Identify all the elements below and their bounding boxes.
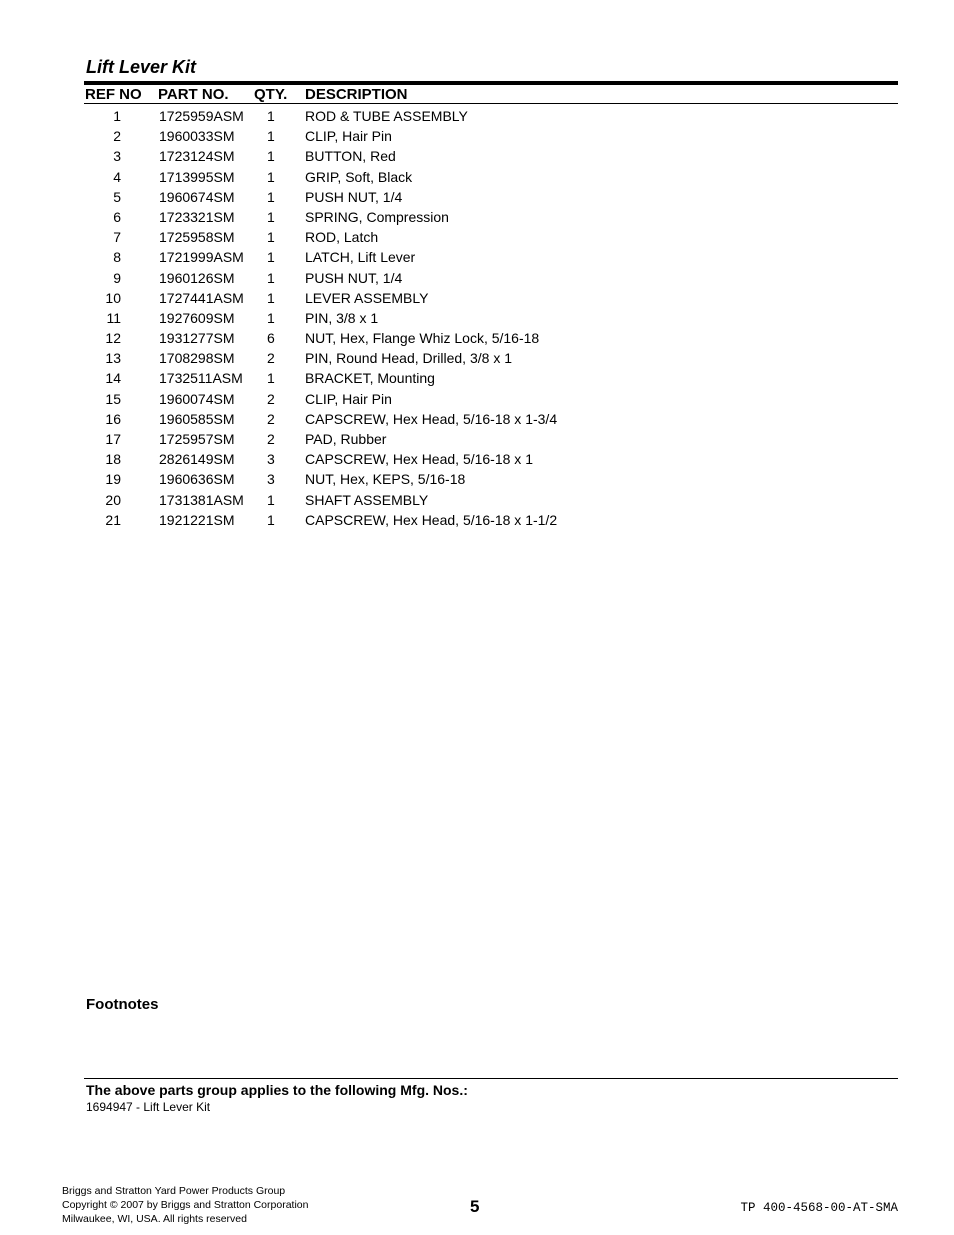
description-cell: PUSH NUT, 1/4: [305, 269, 403, 286]
mfg-divider: [84, 1078, 898, 1079]
ref-no-cell: 19: [105, 471, 121, 488]
description-cell: PIN, 3/8 x 1: [305, 309, 379, 326]
title-divider: [84, 81, 898, 85]
footer-copyright: [62, 1184, 308, 1226]
part-no-cell: 1725958SM: [159, 229, 235, 246]
description-cell: CLIP, Hair Pin: [305, 128, 392, 145]
description-cell: CAPSCREW, Hex Head, 5/16-18 x 1-3/4: [305, 410, 558, 427]
description-cell: BUTTON, Red: [305, 148, 396, 165]
qty-cell: 2: [267, 410, 275, 427]
ref-no-cell: 1: [113, 108, 121, 124]
section-title: Lift Lever Kit: [86, 57, 197, 77]
table-row: [84, 269, 898, 289]
footnotes-label: Footnotes: [86, 996, 159, 1013]
ref-no-cell: 5: [113, 188, 121, 205]
page-number: 5: [470, 1197, 480, 1216]
qty-cell: 1: [267, 249, 275, 266]
table-row: [84, 168, 898, 188]
table-row: [84, 147, 898, 167]
table-row: [84, 329, 898, 349]
ref-no-cell: 21: [105, 511, 121, 528]
description-cell: NUT, Hex, Flange Whiz Lock, 5/16-18: [305, 330, 540, 347]
description-cell: NUT, Hex, KEPS, 5/16-18: [305, 471, 466, 488]
qty-cell: 1: [267, 289, 275, 306]
parts-table: [84, 107, 898, 531]
description-cell: LEVER ASSEMBLY: [305, 289, 429, 306]
footer-line-3: Milwaukee, WI, USA. All rights reserved: [62, 1213, 247, 1225]
description-cell: BRACKET, Mounting: [305, 370, 435, 387]
description-cell: CAPSCREW, Hex Head, 5/16-18 x 1: [305, 451, 533, 468]
description-cell: PIN, Round Head, Drilled, 3/8 x 1: [305, 350, 512, 367]
table-header: [84, 86, 898, 103]
part-no-cell: 1960126SM: [159, 269, 235, 286]
header-divider: [84, 103, 898, 104]
part-no-cell: 1960636SM: [159, 471, 235, 488]
part-no-cell: 1960074SM: [159, 390, 235, 407]
part-no-cell: 1931277SM: [159, 330, 235, 347]
footer-line-1: Briggs and Stratton Yard Power Products Group: [62, 1185, 286, 1197]
ref-no-cell: 15: [105, 390, 121, 407]
part-no-cell: 1960674SM: [159, 188, 235, 205]
part-no-cell: 1725957SM: [159, 431, 235, 447]
qty-cell: 1: [267, 511, 275, 528]
ref-no-cell: 13: [105, 350, 121, 367]
table-row: [84, 228, 898, 248]
part-no-cell: 1708298SM: [159, 350, 235, 367]
ref-no-cell: 4: [113, 168, 121, 185]
description-cell: SPRING, Compression: [305, 208, 449, 225]
qty-cell: 2: [267, 390, 275, 407]
mfg-item: 1694947 - Lift Lever Kit: [86, 1100, 211, 1114]
table-row: [84, 208, 898, 228]
part-no-cell: 1723124SM: [159, 148, 235, 165]
qty-cell: 1: [267, 370, 275, 387]
table-row: [84, 127, 898, 147]
ref-no-cell: 12: [105, 330, 121, 347]
part-no-cell: 1723321SM: [159, 208, 235, 225]
table-row: [84, 107, 898, 127]
table-row: [84, 248, 898, 268]
part-no-cell: 2826149SM: [159, 451, 235, 468]
ref-no-cell: 7: [113, 229, 121, 246]
part-no-cell: 1731381ASM: [159, 491, 244, 508]
qty-cell: 3: [267, 451, 275, 468]
table-row: [84, 369, 898, 389]
qty-cell: 6: [267, 330, 275, 347]
header-ref-no: REF NO: [85, 86, 142, 103]
ref-no-cell: 6: [113, 208, 121, 225]
table-row: [84, 289, 898, 309]
part-no-cell: 1732511ASM: [159, 370, 243, 387]
part-no-cell: 1960033SM: [159, 128, 235, 145]
qty-cell: 2: [267, 350, 275, 367]
header-part-no: PART NO.: [158, 86, 229, 103]
description-cell: CAPSCREW, Hex Head, 5/16-18 x 1-1/2: [305, 511, 558, 528]
table-row: [84, 390, 898, 410]
part-no-cell: 1713995SM: [159, 168, 235, 185]
part-no-cell: 1921221SM: [159, 511, 235, 528]
qty-cell: 1: [267, 309, 275, 326]
table-row: [84, 188, 898, 208]
qty-cell: 1: [267, 269, 275, 286]
ref-no-cell: 10: [105, 289, 121, 306]
qty-cell: 1: [267, 168, 275, 185]
qty-cell: 1: [267, 108, 275, 124]
table-row: [84, 450, 898, 470]
table-row: [84, 349, 898, 369]
ref-no-cell: 16: [105, 410, 121, 427]
qty-cell: 3: [267, 471, 275, 488]
qty-cell: 1: [267, 128, 275, 145]
ref-no-cell: 2: [113, 128, 121, 145]
ref-no-cell: 18: [105, 451, 121, 468]
qty-cell: 1: [267, 229, 275, 246]
description-cell: ROD, Latch: [305, 229, 379, 246]
table-row: [84, 410, 898, 430]
description-cell: CLIP, Hair Pin: [305, 390, 392, 407]
part-no-cell: 1721999ASM: [159, 249, 244, 266]
part-no-cell: 1727441ASM: [159, 289, 244, 306]
qty-cell: 2: [267, 431, 275, 447]
qty-cell: 1: [267, 148, 275, 165]
ref-no-cell: 20: [105, 491, 121, 508]
ref-no-cell: 14: [105, 370, 121, 387]
qty-cell: 1: [267, 188, 275, 205]
qty-cell: 1: [267, 491, 275, 508]
table-row: [84, 470, 898, 490]
part-no-cell: 1725959ASM: [159, 108, 244, 124]
description-cell: GRIP, Soft, Black: [305, 168, 413, 185]
part-no-cell: 1960585SM: [159, 410, 235, 427]
qty-cell: 1: [267, 208, 275, 225]
table-row: [84, 511, 898, 531]
description-cell: SHAFT ASSEMBLY: [305, 491, 429, 508]
mfg-heading: The above parts group applies to the following Mfg. Nos.:: [86, 1082, 468, 1098]
description-cell: PAD, Rubber: [305, 431, 387, 447]
description-cell: PUSH NUT, 1/4: [305, 188, 403, 205]
ref-no-cell: 11: [106, 309, 121, 326]
ref-no-cell: 8: [113, 249, 121, 266]
header-description: DESCRIPTION: [305, 86, 408, 103]
ref-no-cell: 9: [113, 269, 121, 286]
description-cell: ROD & TUBE ASSEMBLY: [305, 108, 468, 124]
ref-no-cell: 3: [113, 148, 121, 165]
ref-no-cell: 17: [105, 431, 121, 447]
description-cell: LATCH, Lift Lever: [305, 249, 416, 266]
part-no-cell: 1927609SM: [159, 309, 235, 326]
document-code: TP 400-4568-00-AT-SMA: [740, 1201, 898, 1215]
table-row: [84, 309, 898, 329]
header-qty: QTY.: [254, 86, 288, 103]
table-row: [84, 430, 898, 450]
footer-line-2: Copyright © 2007 by Briggs and Stratton Corporation: [62, 1199, 309, 1211]
table-row: [84, 491, 898, 511]
